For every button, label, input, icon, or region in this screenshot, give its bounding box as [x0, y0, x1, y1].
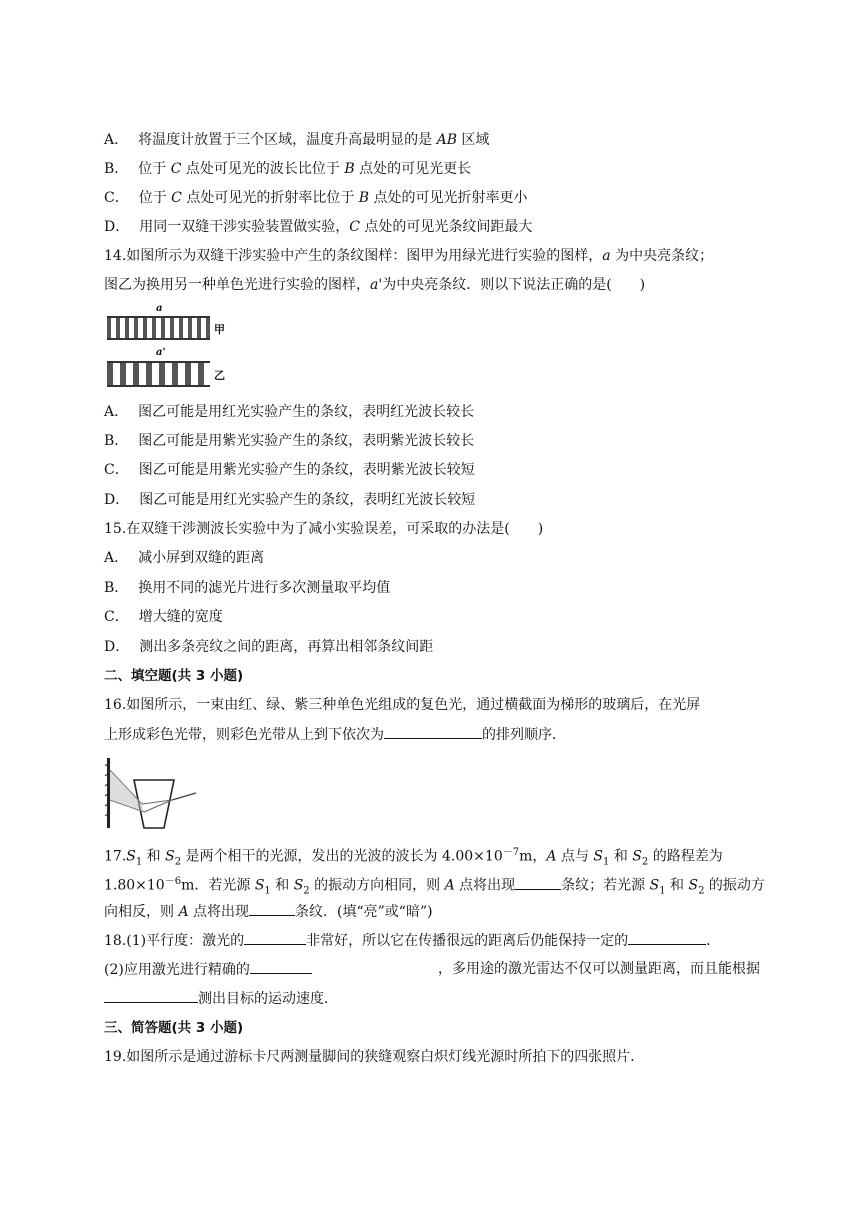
q14-stem-line1: 14.如图所示为双缝干涉实验中产生的条纹图样：图甲为用绿光进行实验的图样，a 为中央亮条纹； [104, 248, 714, 264]
label-yi: 乙 [214, 369, 225, 382]
q15-stem: 15.在双缝干涉测波长实验中为了减小实验误差，可采取的办法是( ) [104, 521, 544, 537]
fringe-pattern-yi [107, 361, 210, 387]
q13-option-b: B． 位于 C 点处可见光的波长比位于 B 点处的可见光更长 [104, 161, 472, 177]
answer-blank[interactable] [244, 930, 306, 945]
q16-stem-line1: 16.如图所示，一束由红、绿、紫三种单色光组成的复色光，通过横截面为梯形的玻璃后，在光屏 [104, 697, 701, 713]
q19-stem: 19.如图所示是通过游标卡尺两测量脚间的狭缝观察白炽灯线光源时所拍下的四张照片． [104, 1049, 645, 1065]
q14-option-a: A． 图乙可能是用红光实验产生的条纹，表明红光波长较长 [104, 404, 475, 420]
q15-option-a: A． 减小屏到双缝的距离 [104, 550, 265, 566]
label-a: a [156, 303, 163, 314]
q18-line2: (2)应用激光进行精确的 ，多用途的激光雷达不仅可以测量距离，而且能根据 [104, 961, 760, 978]
prism-diagram [104, 756, 204, 832]
q14-option-b: B． 图乙可能是用紫光实验产生的条纹，表明紫光波长较长 [104, 433, 475, 449]
q16-stem-line2: 上形成彩色光带，则彩色光带从上到下依次为 的排列顺序． [104, 724, 566, 745]
fringe-pattern-jia [107, 316, 210, 340]
answer-blank[interactable] [628, 930, 706, 945]
q18-line1: 18.(1)平行度：激光的 非常好，所以它在传播很远的距离后仍能保持一定的 ． [104, 930, 720, 951]
q15-option-d: D． 测出多条亮纹之间的距离，再算出相邻条纹间距 [104, 639, 434, 655]
q15-option-c: C． 增大缝的宽度 [104, 609, 223, 625]
q15-option-b: B． 换用不同的滤光片进行多次测量取平均值 [104, 580, 391, 596]
label-a-prime: a' [156, 347, 166, 358]
light-screen [105, 758, 110, 828]
q17-stem-line3: 向相反，则 A 点将出现 条纹．(填“亮”或“暗”) [104, 901, 433, 922]
q13-option-a: A． 将温度计放置于三个区域，温度升高最明显的是 AB 区域 [104, 132, 490, 148]
answer-blank[interactable] [515, 875, 561, 890]
q14-stem-line2: 图乙为换用另一种单色光进行实验的图样，a'为中央亮条纹．则以下说法正确的是( ) [104, 277, 646, 293]
label-jia: 甲 [214, 323, 225, 336]
light-rays [110, 770, 196, 812]
answer-blank[interactable] [384, 724, 482, 739]
fringe-pattern-figure [104, 305, 234, 387]
answer-blank[interactable] [250, 959, 312, 974]
prism-svg [104, 756, 204, 832]
section-heading-short-answer: 三、简答题(共 3 小题) [104, 1020, 244, 1036]
q17-stem-line1: $17.S_1$ 和 $S_2$ 是两个相干的光源，发出的光波的波长为 $4.00\times 10^{-7}m$，A 点与 $S_1$ 和 $S_2$ 的路程差为 [104, 847, 723, 868]
q14-option-c: C． 图乙可能是用紫光实验产生的条纹，表明紫光波长较短 [104, 462, 475, 478]
q14-option-d: D． 图乙可能是用红光实验产生的条纹，表明红光波长较短 [104, 492, 476, 508]
answer-blank[interactable] [249, 901, 295, 916]
q13-option-c: C． 位于 C 点处可见光的折射率比位于 B 点处的可见光折射率更小 [104, 190, 528, 206]
answer-blank[interactable] [104, 988, 198, 1003]
q18-line3: 测出目标的运动速度． [104, 988, 338, 1009]
q17-stem-line2: $1.80\times 10^{-6}m$．若光源 $S_1$ 和 $S_2$ 的振动方向相同，则 A 点将出现 条纹；若光源 $S_1$ 和 $S_2$ 的振动方 [104, 876, 765, 897]
section-heading-fill-in: 二、填空题(共 3 小题) [104, 668, 244, 684]
q13-option-d: D． 用同一双缝干涉实验装置做实验，C 点处的可见光条纹间距最大 [104, 219, 533, 235]
